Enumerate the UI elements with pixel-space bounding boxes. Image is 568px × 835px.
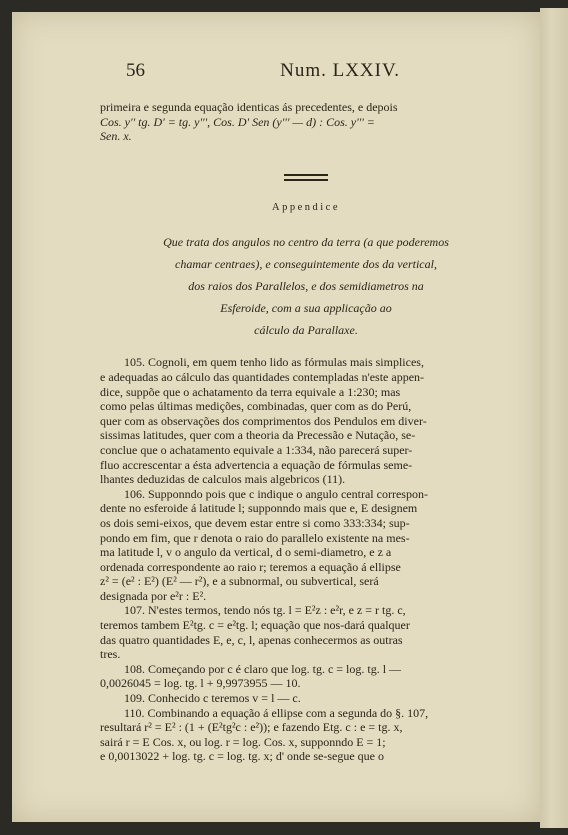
paragraph-109 bbox=[100, 691, 512, 706]
text-line: 110. Combinando a equação á ellipse com a segunda do §. 107, bbox=[124, 705, 429, 720]
page-number: 56 bbox=[126, 60, 145, 81]
text-line: 108. Começando por c é claro que log. tg. c = log. tg. l — bbox=[124, 661, 402, 676]
text-line: tres. bbox=[100, 647, 121, 662]
rule-line bbox=[284, 179, 328, 181]
text-line: ma latitude l, v o angulo da vertical, d o semi-diametro, e z a bbox=[100, 545, 392, 560]
intro-text bbox=[100, 100, 512, 144]
text-line: pondo em fim, que r denota o raio do parallelo existente na mes- bbox=[100, 530, 410, 545]
subtitle-line: dos raios dos Parallelos, e dos semidiametros na bbox=[188, 279, 424, 294]
text-line: lhantes deduzidas de calculos mais algebricos (11). bbox=[100, 472, 346, 487]
text-line: teremos tambem E²tg. c = e²tg. l; equação que nos-dará qualquer bbox=[100, 618, 410, 633]
text-line: os dois semi-eixos, que devem estar entre si como 333:334; sup- bbox=[100, 515, 410, 530]
text-line: como pelas últimas medições, combinadas, quer com as do Perú, bbox=[100, 399, 412, 414]
text-line: dice, suppõe que o achatamento da terra equivale a 1:230; mas bbox=[100, 384, 401, 399]
text-line: e 0,0013022 + log. tg. c = log. tg. x; d' onde se-segue que o bbox=[100, 749, 384, 764]
text-line: 0,0026045 = log. tg. l + 9,9973955 — 10. bbox=[100, 676, 301, 691]
rule-line bbox=[284, 174, 328, 176]
paragraph-108 bbox=[100, 662, 512, 691]
adjacent-page-edge bbox=[540, 8, 568, 828]
subtitle-line: Esferoide, com a sua applicação ao bbox=[220, 301, 392, 316]
page-content bbox=[100, 60, 512, 764]
subtitle-line: chamar centraes), e conseguintemente dos da vertical, bbox=[175, 257, 437, 272]
paragraph-105 bbox=[100, 355, 512, 486]
paragraph-107 bbox=[100, 603, 512, 661]
text-line: quer com as observações dos comprimentos dos Pendulos em diver- bbox=[100, 413, 427, 428]
text-line: conclue que o achatamento equivale a 1:334, não parecerá super- bbox=[100, 442, 413, 457]
page-title: Num. LXXIV. bbox=[280, 60, 400, 81]
text-line: sairá r = E Cos. x, ou log. r = log. Cos. x, supponndo E = 1; bbox=[100, 734, 386, 749]
intro-line: Sen. x. bbox=[100, 129, 132, 144]
text-line: designada por e²r : E². bbox=[100, 588, 207, 603]
paragraph-106 bbox=[100, 487, 512, 604]
text-line: sissimas latitudes, quer com a theoria da Precessão e Nutação, se- bbox=[100, 428, 416, 443]
text-line: dente no esferoide á latitude l; supponndo mais que e, E designem bbox=[100, 501, 418, 516]
appendix-heading: Appendice bbox=[272, 201, 340, 213]
text-line: 106. Supponndo pois que c indique o angulo central correspon- bbox=[124, 486, 428, 501]
subtitle-line: Que trata dos angulos no centro da terra (a que poderemos bbox=[163, 235, 449, 250]
text-line: resultará r² = E² : (1 + (E²tg²c : e²)); e fazendo Etg. c : e = tg. x, bbox=[100, 720, 403, 735]
intro-line: primeira e segunda equação identicas ás precedentes, e depois bbox=[100, 100, 398, 114]
paragraph-110 bbox=[100, 706, 512, 764]
subtitle-line: cálculo da Parallaxe. bbox=[254, 323, 358, 338]
text-line: das quatro quantidades E, e, c, l, apenas conhecermos as outras bbox=[100, 632, 403, 647]
text-line: 105. Cognoli, em quem tenho lido as fórmulas mais simplices, bbox=[124, 355, 424, 370]
text-line: 109. Conhecido c teremos v = l — c. bbox=[124, 691, 301, 706]
text-line: 107. N'estes termos, tendo nós tg. l = E²z : e²r, e z = r tg. c, bbox=[124, 603, 406, 618]
text-line: fluo accrescentar a ésta advertencia a equação de fórmulas seme- bbox=[100, 457, 413, 472]
text-line: e adequadas ao cálculo das quantidades contempladas n'este appen- bbox=[100, 369, 425, 384]
appendix-subtitle bbox=[100, 231, 512, 341]
intro-line: Cos. y'' tg. D' = tg. y''', Cos. D' Sen (y''' — d) : Cos. y''' = bbox=[100, 114, 375, 129]
text-line: ordenada correspondente ao raio r; teremos a equação á ellipse bbox=[100, 559, 401, 574]
running-header bbox=[126, 60, 512, 100]
text-line: z² = (e² : E²) (E² — r²), e a subnormal, ou subvertical, será bbox=[100, 574, 379, 589]
double-rule-divider bbox=[284, 174, 328, 181]
